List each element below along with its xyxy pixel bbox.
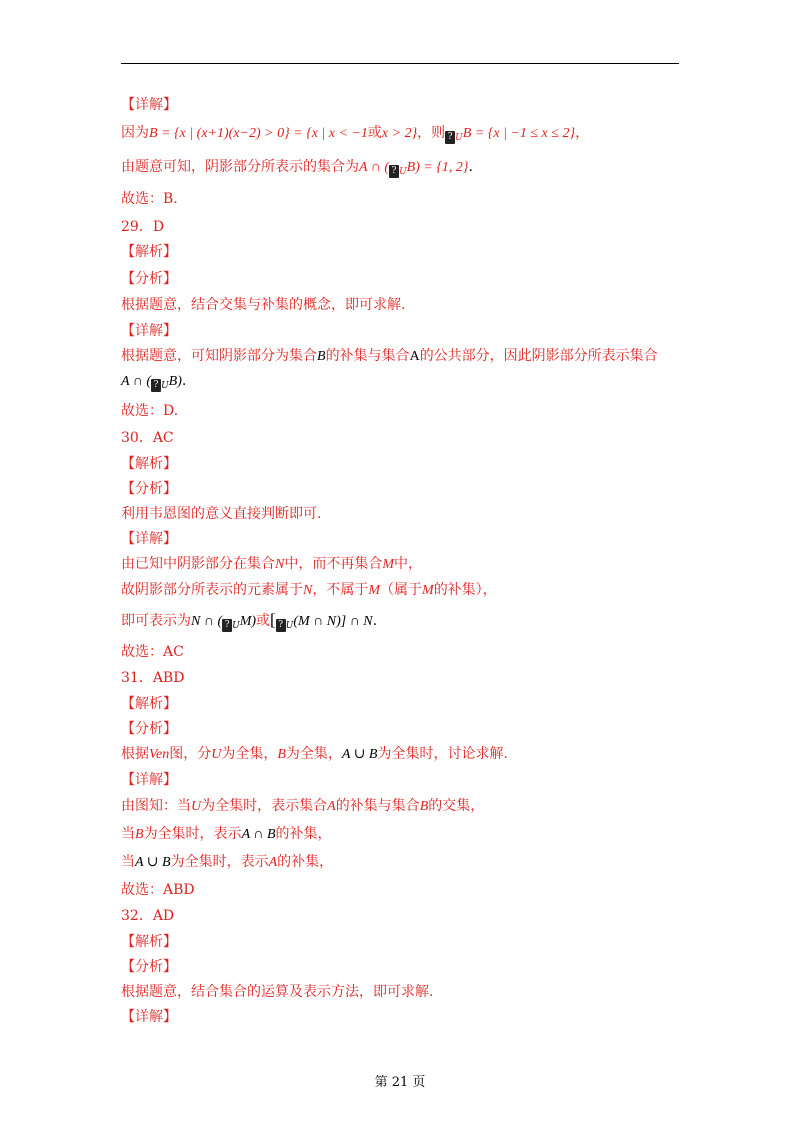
solution-line: 当B为全集时，表示A ∩ B的补集， <box>121 826 332 842</box>
solution-line: 根据题意，结合集合的运算及表示方法，即可求解. <box>121 984 434 1000</box>
solution-line: 根据题意，可知阴影部分为集合B的补集与集合A的公共部分，因此阴影部分所表示集合 <box>121 348 658 364</box>
solution-line: 当A ∪ B为全集时，表示A的补集， <box>121 854 334 870</box>
detail-heading: 【详解】 <box>121 323 177 339</box>
missing-glyph-icon: ? <box>151 379 161 392</box>
solution-line: 利用韦恩图的意义直接判断即可. <box>121 506 322 522</box>
solution-line: 由图知：当U为全集时，表示集合A的补集与集合B的交集， <box>121 798 485 814</box>
missing-glyph-icon: ? <box>222 619 232 632</box>
analysis-heading: 【解析】 <box>121 244 177 260</box>
answer-line: 故选：ABD <box>121 882 195 898</box>
detail-heading: 【详解】 <box>121 97 177 113</box>
header-rule <box>121 63 679 64</box>
question-number: 29．D <box>121 219 165 235</box>
analysis-heading: 【分析】 <box>121 959 177 975</box>
solution-line: 由题意可知，阴影部分所表示的集合为A ∩ ( ? $_U$B) = {1, 2}. <box>121 159 473 177</box>
analysis-heading: 【解析】 <box>121 934 177 950</box>
detail-heading: 【详解】 <box>121 1009 177 1025</box>
question-number: 30．AC <box>121 430 174 446</box>
missing-glyph-icon: ? <box>445 131 455 144</box>
analysis-heading: 【分析】 <box>121 271 177 287</box>
missing-glyph-icon: ? <box>389 165 399 178</box>
solution-line: 故阴影部分所表示的元素属于N，不属于M（属于M的补集）， <box>121 582 497 598</box>
answer-line: 故选：D. <box>121 403 179 419</box>
solution-line: 根据Ven图，分U为全集，B为全集，A ∪ B为全集时，讨论求解. <box>121 746 508 762</box>
analysis-heading: 【分析】 <box>121 721 177 737</box>
answer-line: 故选：B. <box>121 191 178 207</box>
analysis-heading: 【分析】 <box>121 481 177 497</box>
missing-glyph-icon: ? <box>276 619 286 632</box>
question-number: 31．ABD <box>121 670 185 686</box>
solution-line: 由已知中阴影部分在集合N中，而不再集合M中， <box>121 556 423 572</box>
page-number: 第 21 页 <box>374 1075 426 1090</box>
question-number: 32．AD <box>121 908 175 924</box>
solution-line: A ∩ ( ? $_U$B). <box>121 373 187 391</box>
solution-line: 因为B = {x | (x+1)(x−2) > 0} = {x | x < −1或x > 2}，则 ? $_U$B = {x | −1 ≤ x ≤ 2}， <box>121 125 590 143</box>
solution-line: 即可表示为N ∩ ( ? $_U$M)或[ ? $_U$(M ∩ N)] ∩ N. <box>121 610 378 631</box>
solution-line: 根据题意，结合交集与补集的概念，即可求解. <box>121 297 406 313</box>
detail-heading: 【详解】 <box>121 531 177 547</box>
analysis-heading: 【解析】 <box>121 456 177 472</box>
detail-heading: 【详解】 <box>121 772 177 788</box>
analysis-heading: 【解析】 <box>121 696 177 712</box>
answer-line: 故选：AC <box>121 644 184 660</box>
